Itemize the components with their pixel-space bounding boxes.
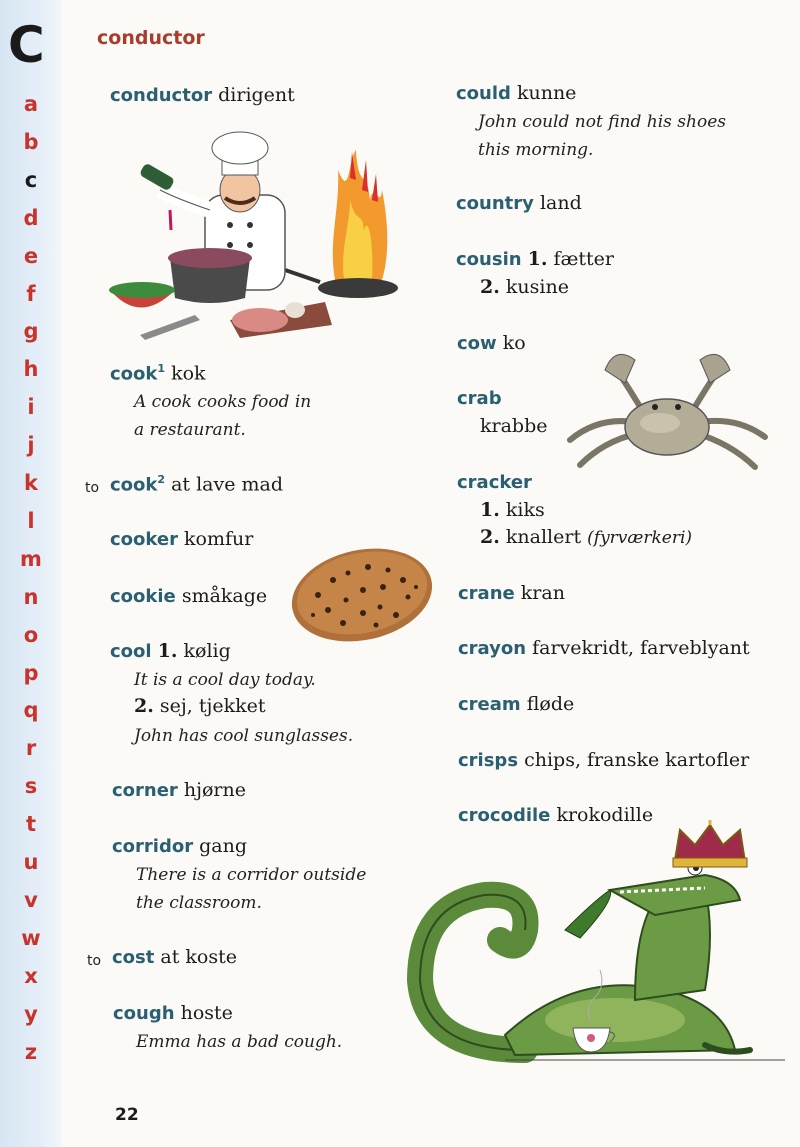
alphabet-letter-x: x [24,963,38,988]
headword: cousin [456,249,522,270]
headword: cream [458,694,521,715]
example-line: this morning. [478,140,594,160]
alphabet-letter-y: y [24,1001,38,1026]
entry-cookie [110,585,267,607]
headword: crane [458,583,515,604]
entry-cousin: cousin 1. fætter [456,248,614,270]
translation: farvekridt, farveblyant [532,637,750,659]
alphabet-letter-w: w [21,925,41,950]
crown-icon [673,820,747,867]
alphabet-letter-g: g [23,319,39,344]
entry-crayon [458,637,750,659]
alphabet-letter-j: j [27,433,35,458]
section-letter: C [8,16,44,74]
example-line: the classroom. [136,893,262,913]
headword: cooker [110,529,178,550]
headword: conductor [110,85,213,106]
translation: at lave mad [171,473,284,496]
entry-country [456,192,582,214]
alphabet-letter-d: d [23,205,39,230]
translation: kølig [183,640,231,662]
crab-illustration [560,345,775,475]
example-line: It is a cool day today. [134,670,316,690]
translation: komfur [184,528,254,550]
alphabet-letter-c: c [24,167,38,192]
entry-corner [112,779,246,801]
alphabet-letter-o: o [23,622,39,647]
translation: gang [199,835,248,857]
translation: fætter [553,248,614,270]
alphabet-letter-n: n [23,584,39,609]
translation: kunne [516,82,577,104]
headword: cookie [110,586,176,607]
headword: country [456,193,534,214]
translation: kran [520,582,565,604]
alphabet-letter-k: k [24,471,38,495]
alphabet-letter-h: h [23,357,39,382]
alphabet-letter-p: p [23,660,39,685]
entry-crane [458,582,565,604]
headword: crayon [458,638,527,659]
entry-corridor [112,835,247,857]
running-head: conductor [97,27,205,49]
alphabet-letter-z: z [24,1039,38,1064]
example-line: a restaurant. [134,420,246,440]
headword: corridor [112,836,194,857]
translation: krabbe [480,415,548,437]
headword: cost [112,947,155,968]
alphabet-letter-a: a [23,92,39,116]
alphabet-letter-t: t [25,812,37,837]
alphabet-letter-s: s [24,774,38,799]
translation: krokodille [556,804,654,826]
alphabet-letter-r: r [25,736,37,761]
headword: cough [113,1003,175,1024]
entry-cream [458,693,574,715]
headword: cook [110,474,158,496]
page-number: 22 [115,1105,139,1125]
headword: crab [457,388,502,409]
translation: fløde [526,693,575,715]
example-line: A cook cooks food in [134,392,312,412]
alphabet-letter-v: v [24,887,38,912]
sense-2: 2. kusine [480,276,569,298]
translation: småkage [181,585,268,607]
headword: could [456,83,511,104]
translation: hjørne [183,779,246,801]
entry-cough [113,1002,233,1024]
translation: at koste [160,946,237,968]
sense-1: 1. kiks [480,499,545,521]
entry-cost [112,946,237,968]
flame-icon [333,150,387,280]
translation: land [539,192,582,214]
alphabet-letter-e: e [23,243,39,268]
entry-cook-2: cook$^2$ at lave mad [110,473,284,496]
translation: ko [502,332,526,354]
entry-cool: cool 1. kølig [110,640,231,662]
alphabet-letter-b: b [23,129,39,154]
headword: cook [110,363,158,385]
to-marker: to [85,480,100,496]
crocodile-with-crown-illustration [405,820,790,1070]
translation: dirigent [218,84,295,106]
entry-crab [457,387,502,409]
translation: kok [171,362,206,385]
headword: cool [110,641,152,662]
to-marker: to [87,953,102,969]
example-line: There is a corridor outside [136,865,367,885]
alphabet-letter-i: i [27,395,35,420]
translation: hoste [180,1002,233,1024]
headword: cracker [457,472,532,493]
alphabet-letter-u: u [23,850,39,874]
alphabet-letter-f: f [26,281,36,306]
cookie-illustration [288,545,436,645]
alphabet-letter-q: q [23,698,39,723]
headword: crisps [458,750,519,771]
headword: corner [112,780,178,801]
entry-crisps [458,749,749,771]
example-line: John could not find his shoes [478,112,726,132]
example-line: Emma has a bad cough. [136,1032,343,1052]
example-line: John has cool sunglasses. [134,726,354,746]
entry-cow [457,332,526,354]
chef-cooking-illustration [100,130,410,345]
entry-cracker [457,471,532,493]
headword: cow [457,333,497,354]
sense-2: 2. sej, tjekket [134,695,266,717]
entry-conductor [110,84,295,106]
entry-cook-1: cook$^1$ kok [110,362,206,385]
alphabet-letter-l: l [27,508,35,533]
headword: crocodile [458,805,551,826]
sense-2: 2. knallert (fyrværkeri) [480,526,693,548]
entry-could [456,82,576,104]
translation: chips, franske kartofler [524,749,750,771]
alphabet-letter-m: m [20,546,42,571]
entry-cooker [110,528,253,550]
